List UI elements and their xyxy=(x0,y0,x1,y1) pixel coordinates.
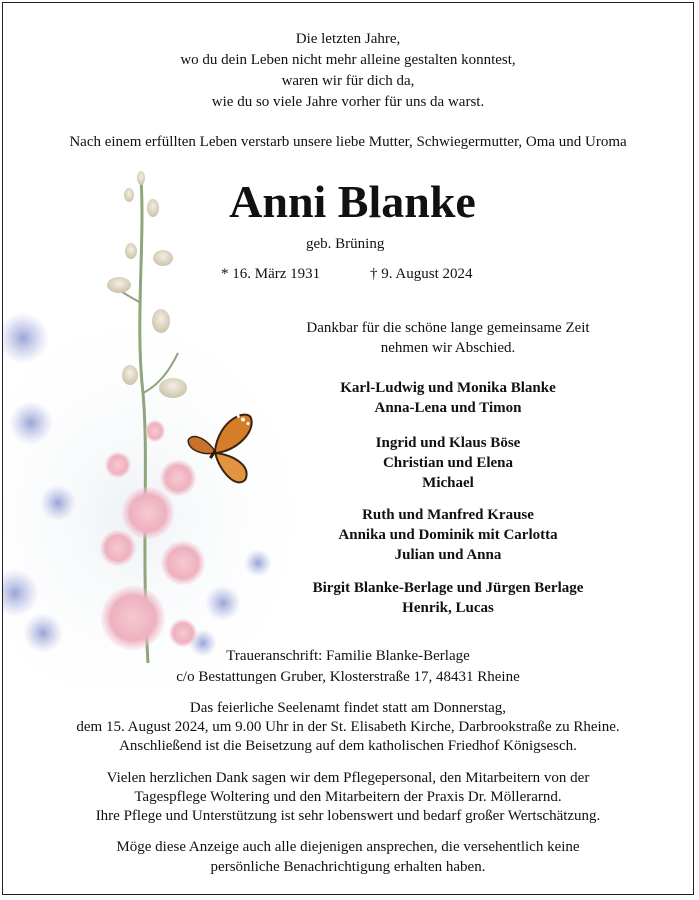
deceased-name: Anni Blanke xyxy=(229,176,476,227)
family-line: Henrik, Lucas xyxy=(402,600,494,616)
service-info xyxy=(3,699,693,756)
address-line: c/o Bestattungen Gruber, Klosterstraße 17, 48431 Rheine xyxy=(176,669,520,685)
poem xyxy=(3,29,693,113)
gratitude-line: Vielen herzlichen Dank sagen wir dem Pflegepersonal, den Mitarbeitern von der xyxy=(106,770,590,786)
closing-line: Möge diese Anzeige auch alle diejenigen ansprechen, die versehentlich keine xyxy=(116,839,580,855)
service-line: Das feierliche Seelenamt findet statt am Donnerstag, xyxy=(189,700,507,716)
obituary-card xyxy=(2,2,694,895)
gratitude-text xyxy=(3,769,693,826)
family-line: Annika und Dominik mit Carlotta xyxy=(338,527,558,543)
service-line: dem 15. August 2024, um 9.00 Uhr in der St. Elisabeth Kirche, Darbrookstraße zu Rheine. xyxy=(76,719,620,735)
family-line: Michael xyxy=(422,475,474,491)
family-group xyxy=(263,578,633,618)
family-group xyxy=(263,505,633,565)
gratitude-line: Tagespflege Woltering und den Mitarbeitern der Praxis Dr. Möllerarnd. xyxy=(134,789,562,805)
service-line: Anschließend ist die Beisetzung auf dem katholischen Friedhof Königsesch. xyxy=(119,738,577,754)
family-line: Julian und Anna xyxy=(394,547,502,563)
gratitude-line: Ihre Pflege und Unterstützung ist sehr lobenswert und bedarf großer Wertschätzung. xyxy=(95,808,601,824)
family-line: Christian und Elena xyxy=(382,455,514,471)
family-group xyxy=(263,433,633,493)
poem-line: waren wir für dich da, xyxy=(281,73,415,89)
mourning-address xyxy=(3,646,693,688)
family-line: Ruth und Manfred Krause xyxy=(362,507,534,523)
family-group xyxy=(263,378,633,418)
family-line: Birgit Blanke-Berlage und Jürgen Berlage xyxy=(312,580,584,596)
thanks-line: Dankbar für die schöne lange gemeinsame Zeit xyxy=(306,320,590,336)
closing-text xyxy=(3,837,693,877)
family-line: Ingrid und Klaus Böse xyxy=(375,435,521,451)
death-date: † 9. August 2024 xyxy=(370,266,473,282)
poem-line: wie du so viele Jahre vorher für uns da warst. xyxy=(211,94,485,110)
maiden-name: geb. Brüning xyxy=(306,236,385,252)
closing-line: persönliche Benachrichtigung erhalten haben. xyxy=(210,859,486,875)
family-line: Karl-Ludwig und Monika Blanke xyxy=(340,380,556,396)
address-line: Traueranschrift: Familie Blanke-Berlage xyxy=(226,648,470,664)
thanks-text xyxy=(263,318,633,358)
birth-date: * 16. März 1931 xyxy=(221,266,321,282)
poem-line: Die letzten Jahre, xyxy=(295,31,401,47)
poem-line: wo du dein Leben nicht mehr alleine gestalten konntest, xyxy=(180,52,516,68)
thanks-line: nehmen wir Abschied. xyxy=(380,340,516,356)
family-line: Anna-Lena und Timon xyxy=(374,400,522,416)
intro-text: Nach einem erfüllten Leben verstarb unsere liebe Mutter, Schwiegermutter, Oma und Uroma xyxy=(69,134,627,150)
